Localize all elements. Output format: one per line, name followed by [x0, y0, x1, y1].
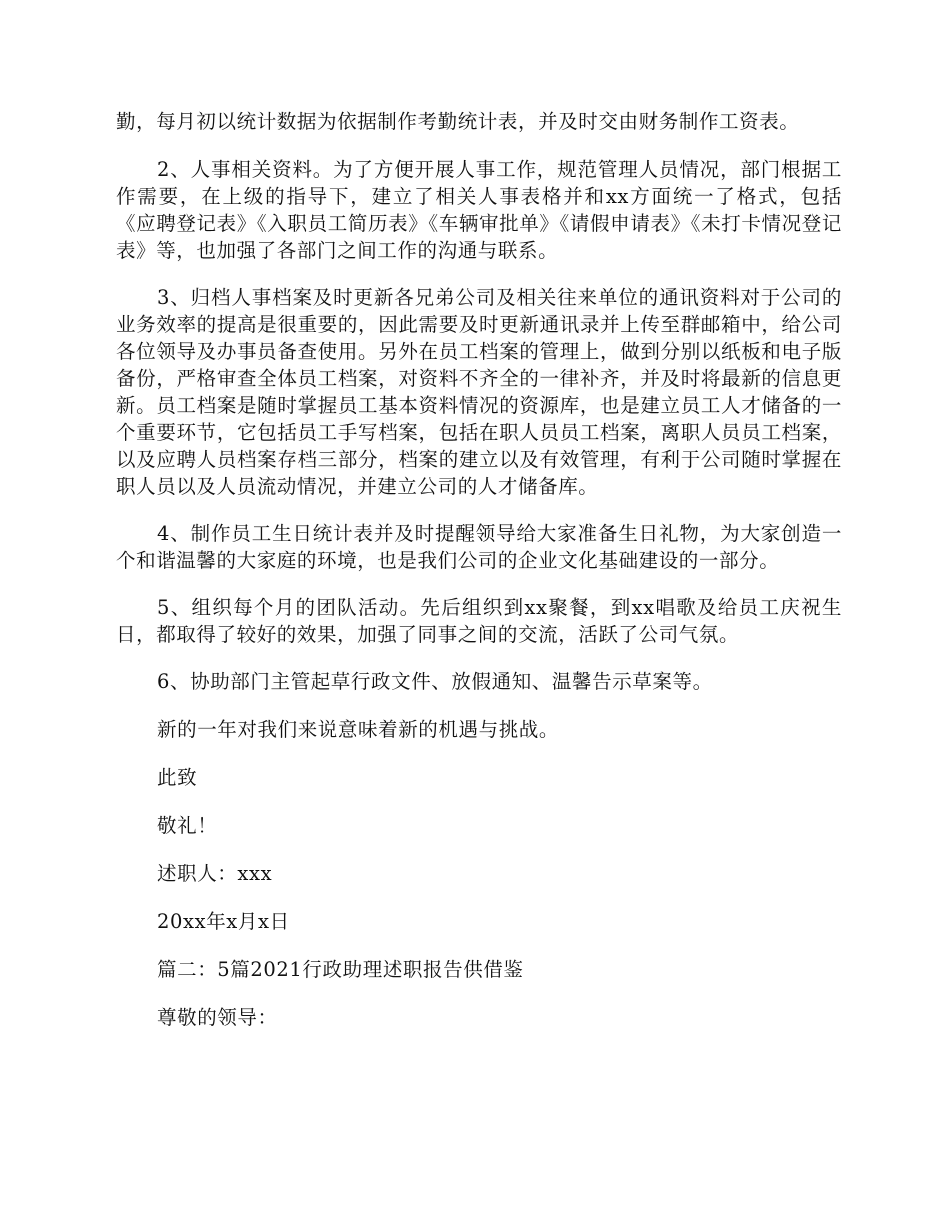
- section-heading-part-two: 篇二：5篇2021行政助理述职报告供借鉴: [157, 958, 524, 981]
- date-line: 20xx年x月x日: [157, 910, 290, 933]
- greeting-line: 尊敬的领导：: [157, 1006, 278, 1029]
- document-body: [116, 108, 842, 1052]
- reporter-line: 述职人：xxx: [157, 862, 273, 885]
- paragraph-item-3: 3、归档人事档案及时更新各兄弟公司及相关往来单位的通讯资料对于公司的业务效率的提高是很重要的，因此需要及时更新通讯录并上传至群邮箱中，给公司各位领导及办事员备查使用。另外在员工档案的管理上，做到分别以纸板和电子版备份，严格审查全体员工档案，对资料不齐全的一律补齐，并及时将最新的信息更新。员工档案是随时掌握员工基本资料情况的资源库，也是建立员工人才储备的一个重要环节，它包括员工手写档案，包括在职人员员工档案，离职人员员工档案，以及应聘人员档案存档三部分，档案的建立以及有效管理，有利于公司随时掌握在职人员以及人员流动情况，并建立公司的人才储备库。: [116, 286, 842, 498]
- salutation-jingli: 敬礼！: [157, 814, 218, 837]
- paragraph-item-2: 2、人事相关资料。为了方便开展人事工作，规范管理人员情况，部门根据工作需要，在上级的指导下，建立了相关人事表格并和xx方面统一了格式，包括《应聘登记表》《入职员工简历表》《车辆审批单》《请假申请表》《未打卡情况登记表》等，也加强了各部门之间工作的沟通与联系。: [116, 158, 842, 262]
- paragraph-item-6: 6、协助部门主管起草行政文件、放假通知、温馨告示草案等。: [157, 670, 713, 693]
- paragraph-item-5: 5、组织每个月的团队活动。先后组织到xx聚餐，到xx唱歌及给员工庆祝生日，都取得了较好的效果，加强了同事之间的交流，活跃了公司气氛。: [116, 596, 842, 646]
- salutation-cizhi: 此致: [157, 766, 198, 789]
- paragraph-item-4: 4、制作员工生日统计表并及时提醒领导给大家准备生日礼物，为大家创造一个和谐温馨的大家庭的环境，也是我们公司的企业文化基础建设的一部分。: [116, 522, 842, 572]
- new-year-line: 新的一年对我们来说意味着新的机遇与挑战。: [157, 718, 560, 741]
- paragraph-attendance-continuation: 勤，每月初以统计数据为依据制作考勤统计表，并及时交由财务制作工资表。: [116, 110, 800, 133]
